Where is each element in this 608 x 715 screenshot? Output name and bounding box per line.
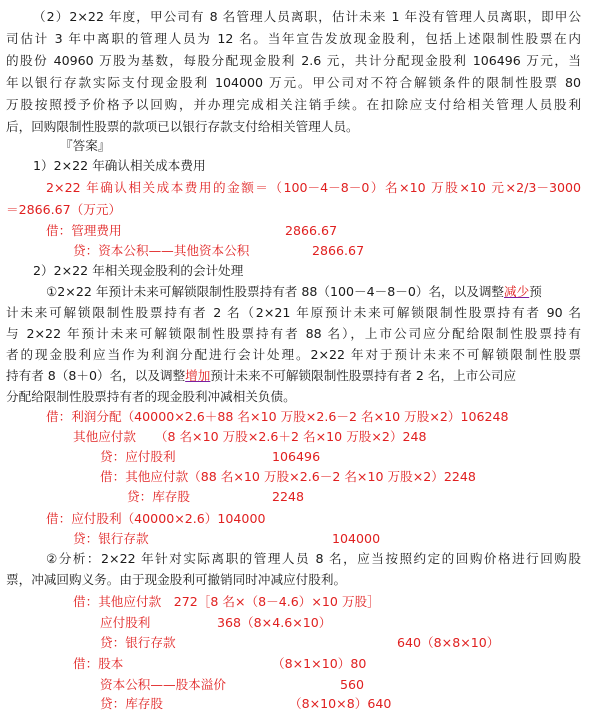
part2-para2-line-2: 票，冲减回购义务。由于现金股利可撤销同时冲减应付股利。: [6, 572, 347, 587]
part2-heading: 2）2×22 年相关现金股利的会计处理: [33, 263, 244, 278]
question-line-4: 年以银行存款实际支付现金股利 104000 万元。甲公司对不符合解锁条件的限制性股票 80: [6, 75, 581, 90]
entry-5-account: 贷：库存股: [127, 489, 190, 504]
question-line-3: 的股份 40960 万股为基数，每股分配现金股利 2.6 元，共计分配现金股利 106496 万元，当: [6, 53, 581, 68]
part1-calc-line-2: ＝2866.67（万元）: [6, 202, 122, 217]
entry-4: 借：其他应付款（88 名×10 万股×2.6－2 名×10 万股×2）2248: [100, 469, 476, 484]
repurchase-entry-2-amount: 368（8×4.6×10）: [217, 615, 332, 630]
repurchase-entry-3-account: 贷：银行存款: [100, 635, 176, 650]
repurchase-entry-5-amount: 560: [340, 677, 365, 692]
part2-para1-line-1-text-a: ①2×22 年预计未来可解锁限制性股票持有者 88（100－4－8－0）名，以及调整: [46, 284, 505, 299]
repurchase-entry-6-amount: （8×10×8）640: [289, 696, 392, 711]
entry-3-amount: 106496: [272, 449, 321, 464]
repurchase-entry-4-amount: （8×1×10）80: [272, 656, 367, 671]
part2-para1-line-1: [46, 282, 542, 303]
part1-credit-amount: 2866.67: [312, 243, 365, 258]
part1-calc-line-1: 2×22 年确认相关成本费用的金额＝（100－4－8－0）名×10 万股×10 元×2/3－3000: [46, 180, 581, 195]
repurchase-entry-5-account: 资本公积——股本溢价: [100, 677, 226, 692]
entry-2: 其他应付款 （8 名×10 万股×2.6＋2 名×10 万股×2）248: [73, 429, 427, 444]
part2-para1-line-5-text-b: 预计未来不可解锁限制性股票持有者 2 名，上市公司应: [210, 368, 517, 383]
part2-para1-line-1-text-b: 预: [529, 284, 542, 299]
part1-credit-account: 贷：资本公积——其他资本公积: [73, 243, 250, 258]
part2-para1-line-5: [6, 366, 516, 387]
part1-heading: 1）2×22 年确认相关成本费用: [33, 158, 206, 173]
question-line-2: 司估计 3 年中离职的管理人员为 12 名。当年宣告发放现金股利，包括上述限制性股票在内: [6, 31, 581, 46]
entry-1: 借：利润分配（40000×2.6＋88 名×10 万股×2.6－2 名×10 万股×2）106248: [46, 409, 509, 424]
repurchase-entry-4-account: 借：股本: [73, 656, 124, 671]
part2-para1-line-2: 计未来可解锁限制性股票持有者 2 名（2×21 年原预计未来可解锁限制性股票持有者 90 名: [6, 305, 581, 320]
repurchase-entry-6-account: 贷：库存股: [100, 696, 163, 711]
part2-para1-line-5-text-a: 持有者 8（8＋0）名，以及调整: [6, 368, 186, 383]
underlined-decrease: 减少: [504, 284, 530, 299]
repurchase-entry-3-amount: 640（8×8×10）: [397, 635, 500, 650]
repurchase-entry-2-account: 应付股利: [100, 615, 151, 630]
part2-para1-line-6: 分配给限制性股票持有者的现金股利冲减相关负债。: [6, 389, 296, 404]
entry-5-amount: 2248: [272, 489, 305, 504]
question-line-5: 万股按照授予价格予以回购，并办理完成相关注销手续。在扣除应支付给相关管理人员股利: [6, 97, 581, 112]
part2-para1-line-3: 与 2×22 年预计未来可解锁限制性股票持有者 88 名），上市公司应分配给限制性股票持有: [6, 326, 581, 341]
entry-7-amount: 104000: [332, 531, 381, 546]
part1-debit-account: 借：管理费用: [46, 223, 122, 238]
question-line-1: （2）2×22 年度，甲公司有 8 名管理人员离职，估计未来 1 年没有管理人员离职，即甲公: [33, 9, 581, 24]
entry-7-account: 贷：银行存款: [73, 531, 149, 546]
answer-label: 『答案』: [60, 138, 111, 153]
entry-3-account: 贷：应付股利: [100, 449, 176, 464]
part1-debit-amount: 2866.67: [285, 223, 338, 238]
repurchase-entry-1: 借：其他应付款 272［8 名×（8－4.6）×10 万股］: [73, 594, 380, 609]
underlined-increase: 增加: [185, 368, 211, 383]
part2-para1-line-4: 者的现金股利应当作为利润分配进行会计处理。2×22 年对于预计未来不可解锁限制性股票: [6, 347, 581, 362]
entry-6: 借：应付股利（40000×2.6）104000: [46, 511, 266, 526]
question-line-6: 后，回购限制性股票的款项已以银行存款支付给相关管理人员。: [6, 119, 359, 134]
part2-para2-line-1: ②分析：2×22 年针对实际离职的管理人员 8 名，应当按照约定的回购价格进行回购股: [46, 551, 581, 566]
